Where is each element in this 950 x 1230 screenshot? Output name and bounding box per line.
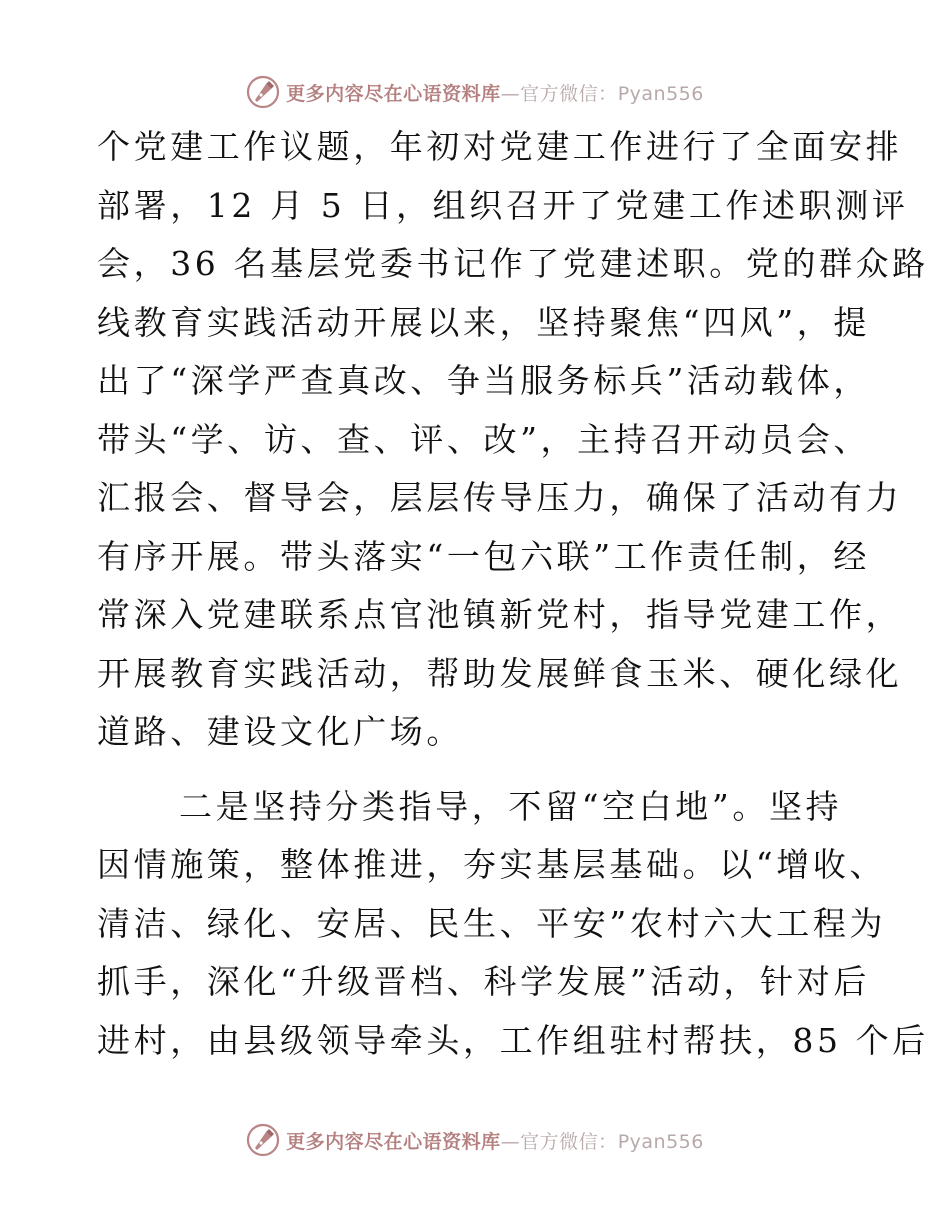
watermark-brand: 更多内容尽在心语资料库	[286, 82, 501, 105]
paragraph-1	[97, 118, 929, 762]
watermark-wechat-id: Pyan556	[617, 82, 704, 105]
watermark-wechat-label: 官方微信：	[520, 82, 618, 105]
watermark-brand: 更多内容尽在心语资料库	[286, 1130, 501, 1153]
paragraph-spacer	[97, 762, 857, 778]
text-line: 汇报会、督导会，层层传导压力，确保了活动有力	[97, 478, 903, 517]
watermark-text	[286, 1127, 704, 1154]
text-line: 会，36 名基层党委书记作了党建述职。党的群众路	[97, 244, 929, 283]
document-body	[97, 118, 929, 1070]
watermark-text	[286, 79, 704, 106]
text-line: 有序开展。带头落实“一包六联”工作责任制，经	[97, 536, 870, 576]
pen-nib-logo-icon	[246, 1123, 280, 1157]
text-line: 出了“深学严查真改、争当服务标兵”活动载体，	[97, 361, 870, 400]
text-line: 带头“学、访、查、评、改”，主持召开动员会、	[97, 419, 870, 459]
text-line: 二是坚持分类指导，不留“空白地”。坚持	[179, 786, 843, 826]
footer-watermark	[0, 1120, 950, 1160]
watermark-wechat-label: 官方微信：	[520, 1130, 618, 1153]
text-line: 个党建工作议题，年初对党建工作进行了全面安排	[97, 127, 903, 166]
watermark-dash: —	[500, 82, 521, 105]
text-line: 因情施策，整体推进，夯实基层基础。以“增收、	[97, 845, 887, 884]
text-line: 抓手，深化“升级晋档、科学发展”活动，针对后	[97, 962, 870, 1001]
watermark-wechat-id: Pyan556	[617, 1130, 704, 1153]
header-watermark	[0, 72, 950, 112]
text-line: 开展教育实践活动，帮助发展鲜食玉米、硬化绿化	[97, 653, 903, 693]
paragraph-2	[97, 778, 929, 1071]
pen-nib-logo-icon	[246, 75, 280, 109]
text-line: 常深入党建联系点官池镇新党村，指导党建工作，	[97, 595, 903, 634]
text-line: 清洁、绿化、安居、民生、平安”农村六大工程为	[97, 903, 887, 943]
text-line: 部署，12 月 5 日，组织召开了党建工作述职测评	[97, 185, 909, 225]
text-line: 道路、建设文化广场。	[97, 712, 463, 751]
text-line: 线教育实践活动开展以来，坚持聚焦“四风”，提	[97, 302, 870, 342]
watermark-dash: —	[500, 1130, 521, 1153]
text-line: 进村，由县级领导牵头，工作组驻村帮扶，85 个后	[97, 1020, 929, 1060]
